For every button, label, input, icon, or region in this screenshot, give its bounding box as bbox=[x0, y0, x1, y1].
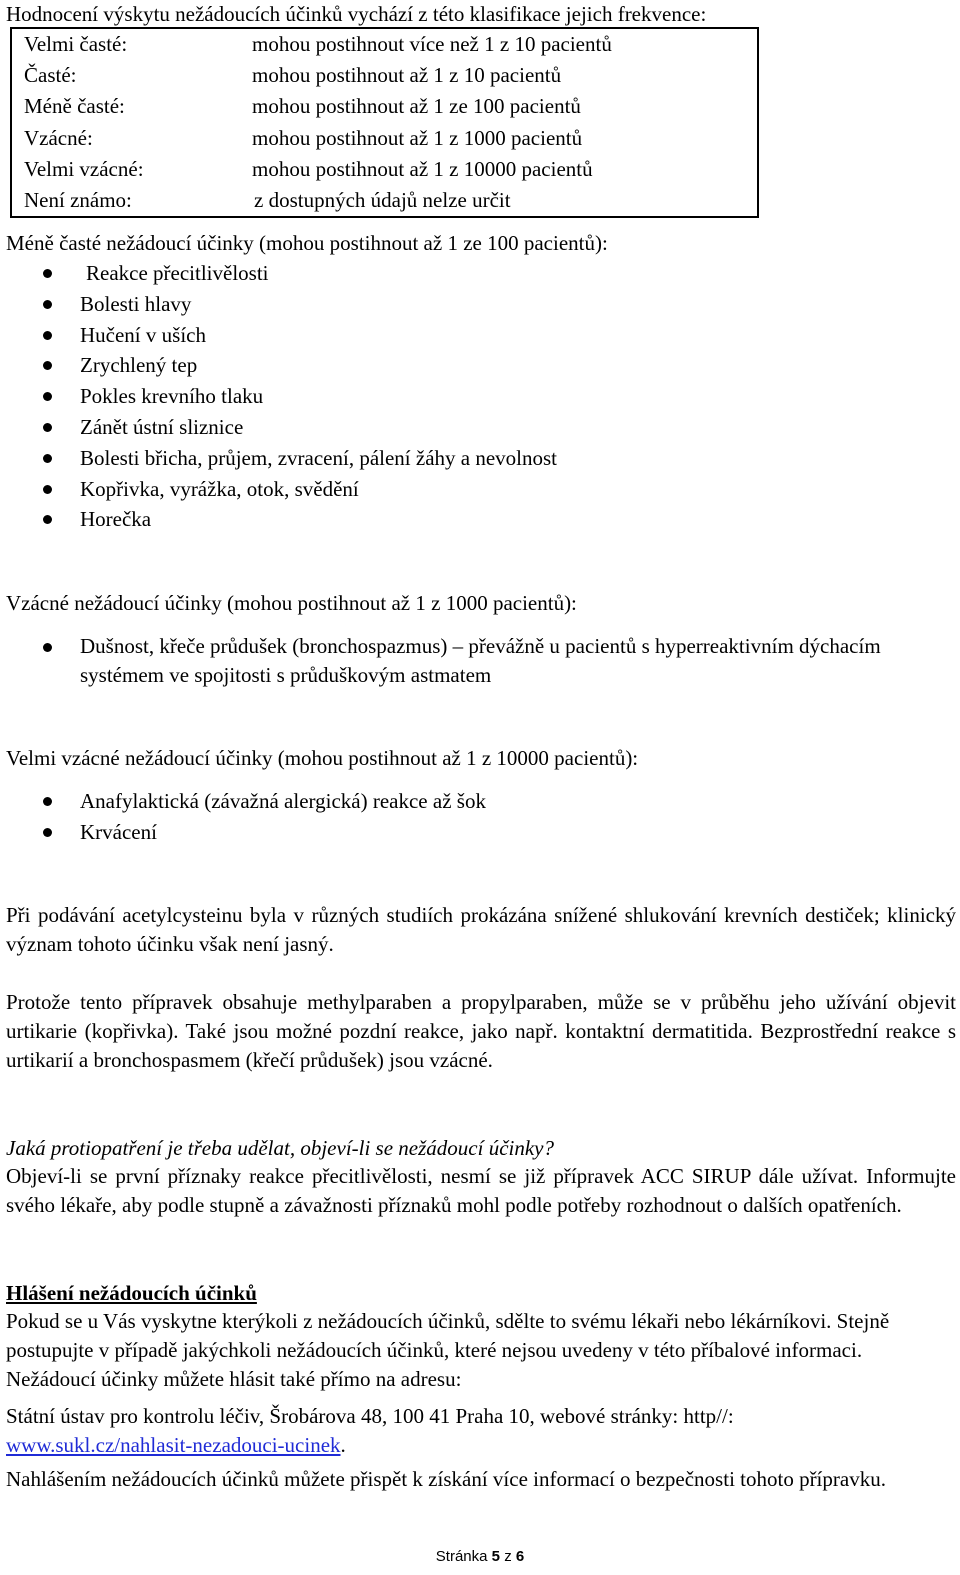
list-item: Hučení v uších bbox=[0, 320, 960, 351]
sukl-link[interactable]: www.sukl.cz/nahlasit-nezadouci-ucinek bbox=[6, 1433, 341, 1457]
frequency-description: mohou postihnout až 1 z 1000 pacientů bbox=[252, 125, 583, 150]
list-item: Horečka bbox=[0, 504, 960, 535]
frequency-description: mohou postihnout více než 1 z 10 pacientů bbox=[252, 32, 612, 56]
address-text: Státní ústav pro kontrolu léčiv, Šrobárova 48, 100 41 Praha 10, webové stránky: http//: bbox=[6, 1404, 734, 1428]
list-item: Reakce přecitlivělosti bbox=[0, 258, 960, 289]
reporting-address bbox=[6, 1402, 956, 1460]
frequency-description: mohou postihnout až 1 z 10000 pacientů bbox=[252, 156, 593, 181]
table-row bbox=[11, 28, 758, 60]
footer-of: z bbox=[504, 1548, 512, 1565]
uncommon-heading: Méně časté nežádoucí účinky (mohou postihnout až 1 ze 100 pacientů): bbox=[6, 231, 608, 255]
measures-question: Jaká protiopatření je třeba udělat, objeví-li se nežádoucí účinky? bbox=[6, 1136, 554, 1160]
reporting-title bbox=[6, 1279, 956, 1308]
list-item: Bolesti břicha, průjem, zvracení, pálení žáhy a nevolnost bbox=[0, 443, 960, 474]
frequency-category: Velmi časté: bbox=[24, 32, 128, 56]
list-item: Krvácení bbox=[0, 817, 960, 848]
frequency-table bbox=[10, 27, 759, 218]
page-footer bbox=[0, 1548, 960, 1565]
footer-total: 6 bbox=[515, 1548, 525, 1565]
list-item: Zánět ústní sliznice bbox=[0, 412, 960, 443]
frequency-category: Není známo: bbox=[24, 187, 132, 212]
footer-page: 5 bbox=[491, 1548, 501, 1565]
list-item: Kopřivka, vyrážka, otok, svědění bbox=[0, 474, 960, 505]
parabens-paragraph: Protože tento přípravek obsahuje methylparaben a propylparaben, může se v průběhu jeho užívání objevit urtikarie (kopřivka). Také jsou možné pozdní reakce, jako např. kontaktní dermatitida. Bezprostřední reakce s urtikarií a bronchospasmem (křečí průdušek) jsou vzácné. bbox=[6, 990, 956, 1072]
rare-heading: Vzácné nežádoucí účinky (mohou postihnout až 1 z 1000 pacientů): bbox=[6, 591, 577, 615]
very-rare-heading: Velmi vzácné nežádoucí účinky (mohou postihnout až 1 z 10000 pacientů): bbox=[6, 746, 639, 770]
table-row bbox=[11, 60, 758, 91]
frequency-description: mohou postihnout až 1 z 10 pacientů bbox=[252, 63, 562, 88]
reporting-title-text: Hlášení nežádoucích účinků bbox=[6, 1281, 257, 1305]
rare-effects-list bbox=[0, 632, 960, 690]
frequency-description: z dostupných údajů nelze určit bbox=[254, 187, 511, 212]
uncommon-effects-list bbox=[0, 258, 960, 535]
table-row bbox=[11, 91, 758, 122]
table-row bbox=[11, 123, 758, 154]
list-item: Pokles krevního tlaku bbox=[0, 381, 960, 412]
list-item: Dušnost, křeče průdušek (bronchospazmus) – převážně u pacientů s hyperreaktivním dýchacím systémem ve spojitosti s průduškovým astmatem bbox=[0, 632, 960, 690]
platelets-paragraph: Při podávání acetylcysteinu byla v různých studiích prokázána snížené shlukování krevních destiček; klinický význam tohoto účinku však není jasný. bbox=[6, 903, 956, 956]
very-rare-effects-list bbox=[0, 786, 960, 848]
reporting-text: Pokud se u Vás vyskytne kterýkoli z nežádoucích účinků, sdělte to svému lékaři nebo lékárníkovi. Stejně postupujte v případě jakýchkoli nežádoucích účinků, které nejsou uvedeny v této příbalové informaci. Nežádoucí účinky můžete hlásit také přímo na adresu: bbox=[6, 1309, 890, 1391]
frequency-description: mohou postihnout až 1 ze 100 pacientů bbox=[252, 94, 581, 119]
list-item: Zrychlený tep bbox=[0, 350, 960, 381]
list-item: Anafylaktická (závažná alergická) reakce až šok bbox=[0, 786, 960, 817]
link-suffix: . bbox=[340, 1433, 346, 1457]
frequency-category: Velmi vzácné: bbox=[24, 156, 144, 181]
table-row bbox=[11, 154, 758, 185]
frequency-category: Časté: bbox=[24, 63, 77, 88]
frequency-intro: Hodnocení výskytu nežádoucích účinků vychází z této klasifikace jejich frekvence: bbox=[6, 2, 707, 26]
reporting-closing: Nahlášením nežádoucích účinků můžete přispět k získání více informací o bezpečnosti tohoto přípravku. bbox=[6, 1467, 886, 1491]
footer-prefix: Stránka bbox=[435, 1548, 488, 1565]
measures-answer: Objeví-li se první příznaky reakce přecitlivělosti, nesmí se již přípravek ACC SIRUP dále užívat. Informujte svého lékaře, aby podle stupně a závažnosti příznaků mohl podle potřeby rozhodnout o dalších opatřeních. bbox=[6, 1164, 956, 1217]
table-row bbox=[11, 185, 758, 217]
frequency-category: Vzácné: bbox=[24, 125, 93, 150]
frequency-category: Méně časté: bbox=[24, 94, 125, 119]
list-item: Bolesti hlavy bbox=[0, 289, 960, 320]
